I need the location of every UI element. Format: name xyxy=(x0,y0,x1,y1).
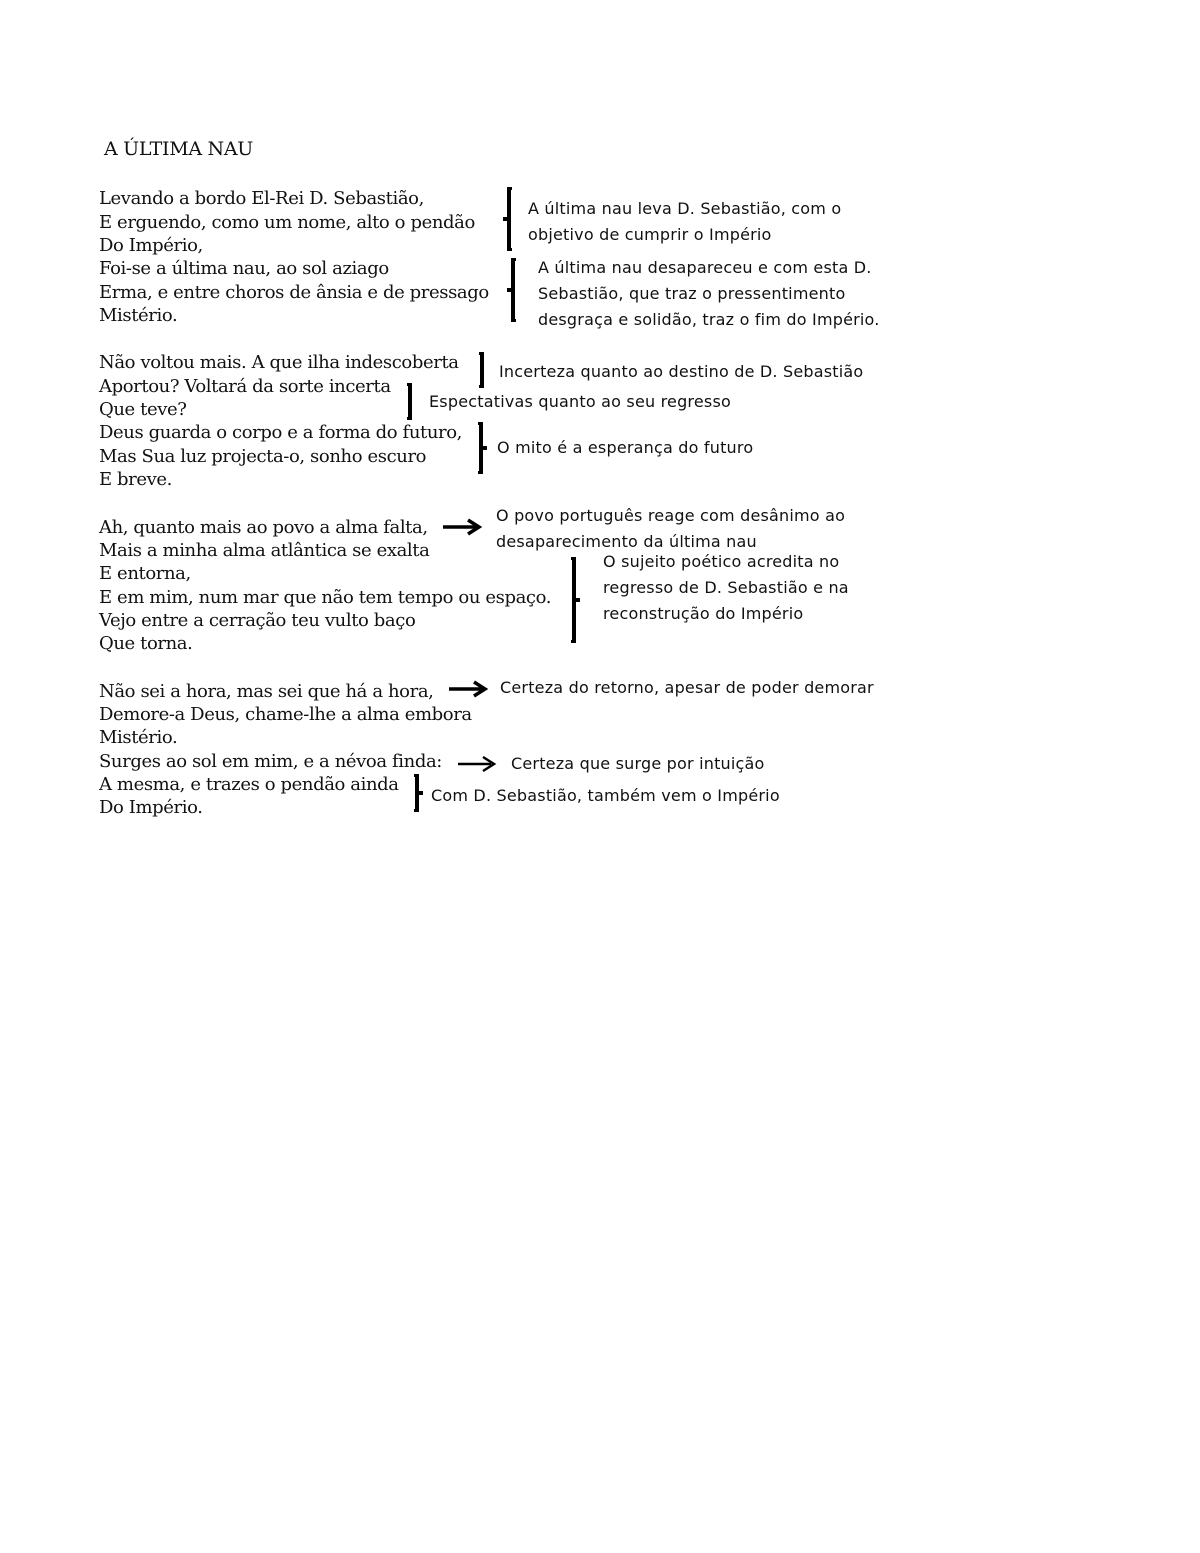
poem-line: E breve. xyxy=(99,469,172,490)
poem-line: Vejo entre a cerração teu vulto baço xyxy=(99,610,416,631)
poem-line: Demore-a Deus, chame-lhe a alma embora xyxy=(99,704,472,725)
annotation-8: Certeza do retorno, apesar de poder demorar xyxy=(500,678,874,697)
poem-line: Do Império, xyxy=(99,235,203,256)
poem-line: E erguendo, como um nome, alto o pendão xyxy=(99,212,475,233)
poem-line: Foi-se a última nau, ao sol aziago xyxy=(99,258,389,279)
arrow-right-icon xyxy=(448,679,490,699)
bracket-annotation-7 xyxy=(571,557,576,643)
poem-line: Mistério. xyxy=(99,305,178,326)
annotation-2: A última nau desapareceu e com esta D. Sebastião, que traz o pressentimento desgraça e solidão, traz o fim do Império. xyxy=(538,258,880,329)
poem-line: Mistério. xyxy=(99,727,178,748)
annotation-10: Com D. Sebastião, também vem o Império xyxy=(431,786,780,805)
bracket-annotation-3 xyxy=(479,352,484,388)
poem-line: Mas Sua luz projecta-o, sonho escuro xyxy=(99,446,427,467)
poem-line: E em mim, num mar que não tem tempo ou espaço. xyxy=(99,587,552,608)
poem-line: Mais a minha alma atlântica se exalta xyxy=(99,540,430,561)
annotation-7: O sujeito poético acredita no regresso de D. Sebastião e na reconstrução do Império xyxy=(603,552,849,623)
annotation-5: O mito é a esperança do futuro xyxy=(497,438,754,457)
poem-line: Não sei a hora, mas sei que há a hora, xyxy=(99,681,434,702)
arrow-right-icon xyxy=(457,754,499,774)
annotation-1: A última nau leva D. Sebastião, com o objetivo de cumprir o Império xyxy=(528,199,842,244)
bracket-annotation-4 xyxy=(407,383,412,420)
bracket-annotation-10 xyxy=(414,774,419,812)
poem-line: Que torna. xyxy=(99,633,193,654)
poem-line: Aportou? Voltará da sorte incerta xyxy=(99,376,391,397)
arrow-right-icon xyxy=(442,517,484,537)
poem-line: Erma, e entre choros de ânsia e de pressago xyxy=(99,282,489,303)
bracket-annotation-1 xyxy=(507,187,512,251)
poem-line: Que teve? xyxy=(99,399,187,420)
poem-line: A mesma, e trazes o pendão ainda xyxy=(99,774,399,795)
bracket-annotation-2 xyxy=(511,258,516,322)
annotation-3: Incerteza quanto ao destino de D. Sebastião xyxy=(499,362,864,381)
poem-line: Ah, quanto mais ao povo a alma falta, xyxy=(99,517,428,538)
poem-line: E entorna, xyxy=(99,563,191,584)
poem-line: Surges ao sol em mim, e a névoa finda: xyxy=(99,751,442,772)
annotation-4: Espectativas quanto ao seu regresso xyxy=(429,392,731,411)
poem-line: Do Império. xyxy=(99,797,203,818)
poem-line: Não voltou mais. A que ilha indescoberta xyxy=(99,352,459,373)
annotation-6: O povo português reage com desânimo ao desaparecimento da última nau xyxy=(496,506,846,551)
bracket-annotation-5 xyxy=(478,422,483,474)
poem-line: Deus guarda o corpo e a forma do futuro, xyxy=(99,422,463,443)
poem-line: Levando a bordo El-Rei D. Sebastião, xyxy=(99,188,424,209)
poem-title: A ÚLTIMA NAU xyxy=(104,138,253,160)
annotation-9: Certeza que surge por intuição xyxy=(511,754,765,773)
